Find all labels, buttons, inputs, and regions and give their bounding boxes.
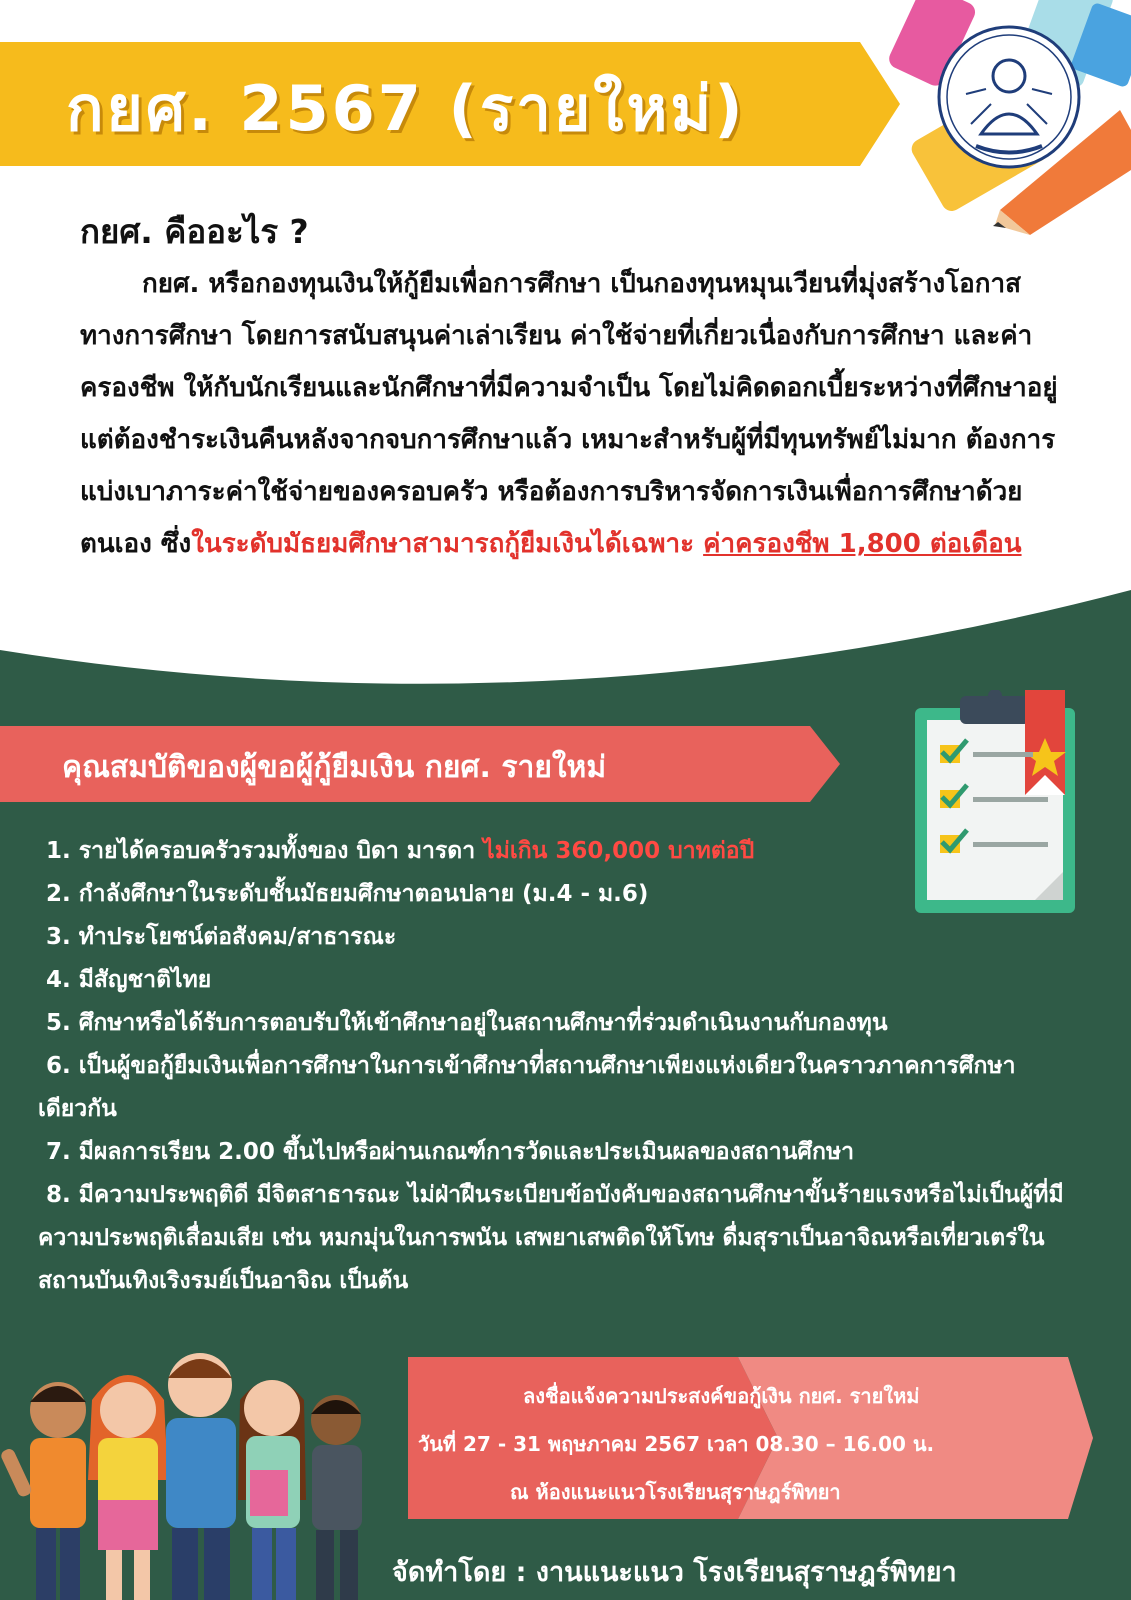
footer-credit: จัดทำโดย : งานแนะแนว โรงเรียนสุราษฎร์พิทยา	[392, 1557, 957, 1588]
school-logo	[936, 24, 1082, 170]
list-item: 2. กำลังศึกษาในระดับชั้นมัธยมศึกษาตอนปลาย (ม.4 - ม.6)	[46, 881, 649, 907]
page-title: กยศ. 2567 (รายใหม่)	[66, 72, 746, 145]
students-illustration	[0, 1330, 380, 1600]
intro-paragraph	[80, 258, 1065, 570]
intro-highlight-underline: ค่าครองชีพ 1,800 ต่อเดือน	[703, 529, 1022, 559]
intro-heading: กยศ. คืออะไร ?	[80, 212, 309, 251]
qualifications-list	[38, 830, 1083, 1303]
list-item: 6. เป็นผู้ขอกู้ยืมเงินเพื่อการศึกษาในการเข้าศึกษาที่สถานศึกษาเพียงแห่งเดียวในคราวภาคการศึกษาเดียวกัน	[38, 1053, 1016, 1122]
list-item: 3. ทำประโยชน์ต่อสังคม/สาธารณะ	[46, 924, 397, 950]
list-item: 8. มีความประพฤติดี มีจิตสาธารณะ ไม่ฝ่าฝืนระเบียบข้อบังคับของสถานศึกษาขั้นร้ายแรงหรือไม่เป็นผู้ที่มีความประพฤติเสื่อมเสีย เช่น หมกมุ่นในการพนัน เสพยาเสพติดให้โทษ ดื่มสุราเป็นอาจิณหรือเที่ยวเตร่ในสถานบันเทิงเริงรมย์เป็นอาจิณ เป็นต้น	[38, 1182, 1064, 1294]
list-item: 5. ศึกษาหรือได้รับการตอบรับให้เข้าศึกษาอยู่ในสถานศึกษาที่ร่วมดำเนินงานกับกองทุน	[46, 1010, 888, 1036]
income-limit-highlight: ไม่เกิน 360,000 บาทต่อปี	[483, 838, 755, 864]
list-item: 7. มีผลการเรียน 2.00 ขึ้นไปหรือผ่านเกณฑ์การวัดและประเมินผลของสถานศึกษา	[46, 1139, 855, 1165]
registration-date: วันที่ 27 - 31 พฤษภาคม 2567 เวลา 08.30 – 16.00 น.	[418, 1432, 935, 1456]
intro-highlight: ในระดับมัธยมศึกษาสามารถกู้ยืมเงินได้เฉพาะ	[191, 529, 704, 559]
list-item: 1. รายได้ครอบครัวรวมทั้งของ บิดา มารดา ไม่เกิน 360,000 บาทต่อปี	[46, 838, 755, 864]
qualifications-heading: คุณสมบัติของผู้ขอผู้กู้ยืมเงิน กยศ. รายใหม่	[62, 750, 607, 785]
registration-location: ณ ห้องแนะแนวโรงเรียนสุราษฎร์พิทยา	[510, 1480, 841, 1504]
intro-body-text: กยศ. หรือกองทุนเงินให้กู้ยืมเพื่อการศึกษา เป็นกองทุนหมุนเวียนที่มุ่งสร้างโอกาสทางการศึกษา โดยการสนับสนุนค่าเล่าเรียน ค่าใช้จ่ายที่เกี่ยวเนื่องกับการศึกษา และค่าครองชีพ ให้กับนักเรียนและนักศึกษาที่มีความจำเป็น โดยไม่คิดดอกเบี้ยระหว่างที่ศึกษาอยู่ แต่ต้องชำระเงินคืนหลังจากจบการศึกษาแล้ว เหมาะสำหรับผู้ที่มีทุนทรัพย์ไม่มาก ต้องการแบ่งเบาภาระค่าใช้จ่ายของครอบครัว หรือต้องการบริหารจัดการเงินเพื่อการศึกษาด้วยตนเอง ซึ่ง	[80, 269, 1058, 559]
registration-title: ลงชื่อแจ้งความประสงค์ขอกู้เงิน กยศ. รายใหม่	[523, 1384, 920, 1408]
list-item: 4. มีสัญชาติไทย	[46, 967, 212, 993]
